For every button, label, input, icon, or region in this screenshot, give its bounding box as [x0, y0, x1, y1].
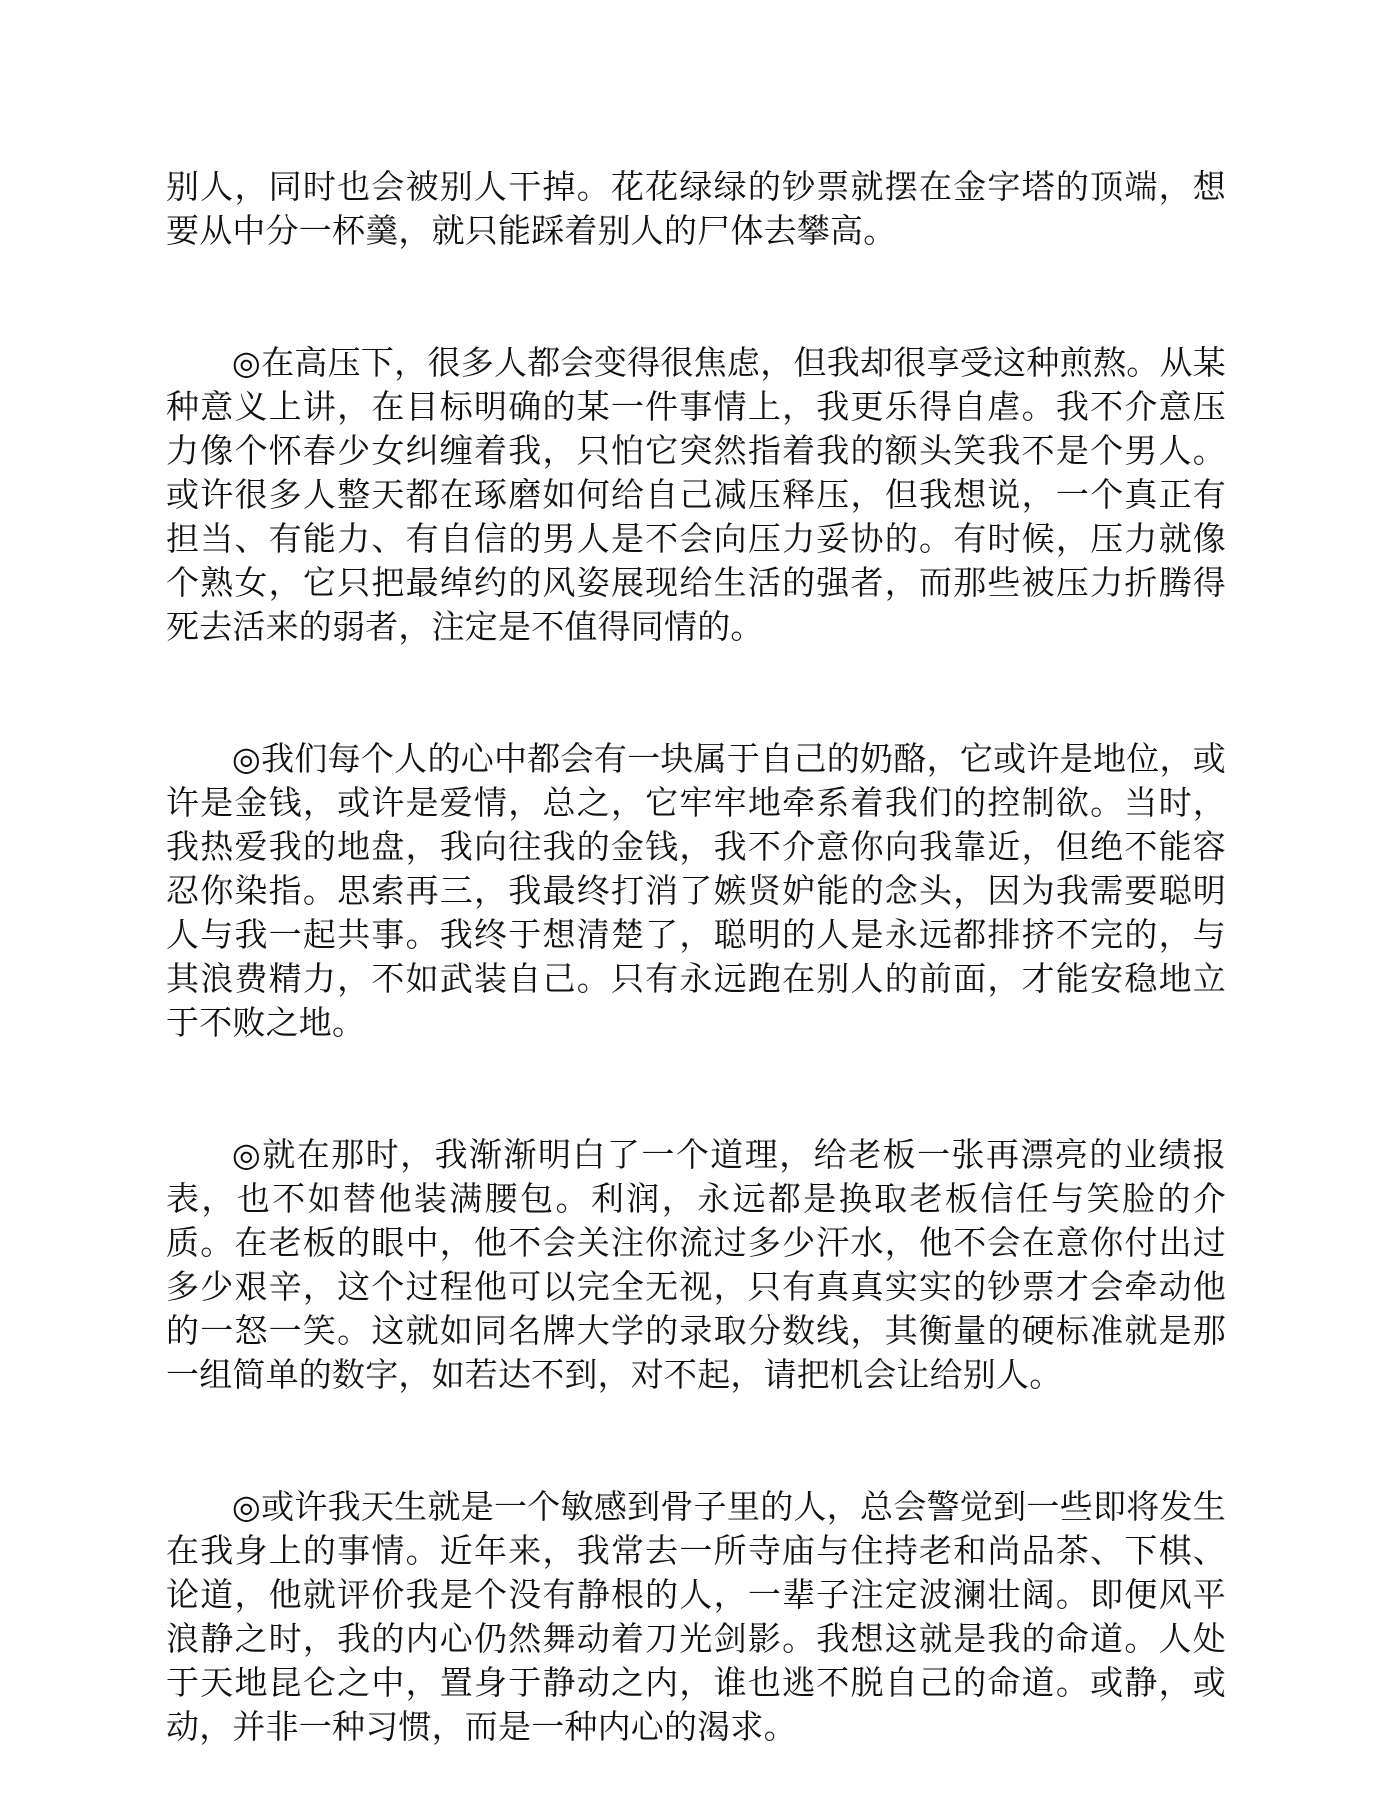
paragraph-profit: ◎就在那时，我渐渐明白了一个道理，给老板一张再漂亮的业绩报表，也不如替他装满腰包。利润，永远都是换取老板信任与笑脸的介质。在老板的眼中，他不会关注你流过多少汗水，他不会在意你付出过多少艰辛，这个过程他可以完全无视，只有真真实实的钞票才会牵动他的一怒一笑。这就如同名牌大学的录取分数线，其衡量的硬标准就是那一组简单的数字，如若达不到，对不起，请把机会让给别人。: [166, 1135, 1226, 1394]
document-body: [166, 165, 1226, 1749]
paragraph-pressure: ◎在高压下，很多人都会变得很焦虑，但我却很享受这种煎熬。从某种意义上讲，在目标明确的某一件事情上，我更乐得自虐。我不介意压力像个怀春少女纠缠着我，只怕它突然指着我的额头笑我不是个男人。或许很多人整天都在琢磨如何给自己减压释压，但我想说，一个真正有担当、有能力、有自信的男人是不会向压力妥协的。有时候，压力就像个熟女，它只把最绰约的风姿展现给生活的强者，而那些被压力折腾得死去活来的弱者，注定是不值得同情的。: [166, 343, 1226, 646]
paragraph-continued: 别人，同时也会被别人干掉。花花绿绿的钞票就摆在金字塔的顶端，想要从中分一杯羹，就只能踩着别人的尸体去攀高。: [166, 167, 1226, 250]
paragraph-destiny: ◎或许我天生就是一个敏感到骨子里的人，总会警觉到一些即将发生在我身上的事情。近年来，我常去一所寺庙与住持老和尚品茶、下棋、论道，他就评价我是个没有静根的人，一辈子注定波澜壮阔。即便风平浪静之时，我的内心仍然舞动着刀光剑影。我想这就是我的命道。人处于天地昆仑之中，置身于静动之内，谁也逃不脱自己的命道。或静，或动，并非一种习惯，而是一种内心的渴求。: [166, 1487, 1226, 1746]
paragraph-cheese: ◎我们每个人的心中都会有一块属于自己的奶酪，它或许是地位，或许是金钱，或许是爱情，总之，它牢牢地牵系着我们的控制欲。当时，我热爱我的地盘，我向往我的金钱，我不介意你向我靠近，但绝不能容忍你染指。思索再三，我最终打消了嫉贤妒能的念头，因为我需要聪明人与我一起共事。我终于想清楚了，聪明的人是永远都排挤不完的，与其浪费精力，不如武装自己。只有永远跑在别人的前面，才能安稳地立于不败之地。: [166, 739, 1226, 1042]
